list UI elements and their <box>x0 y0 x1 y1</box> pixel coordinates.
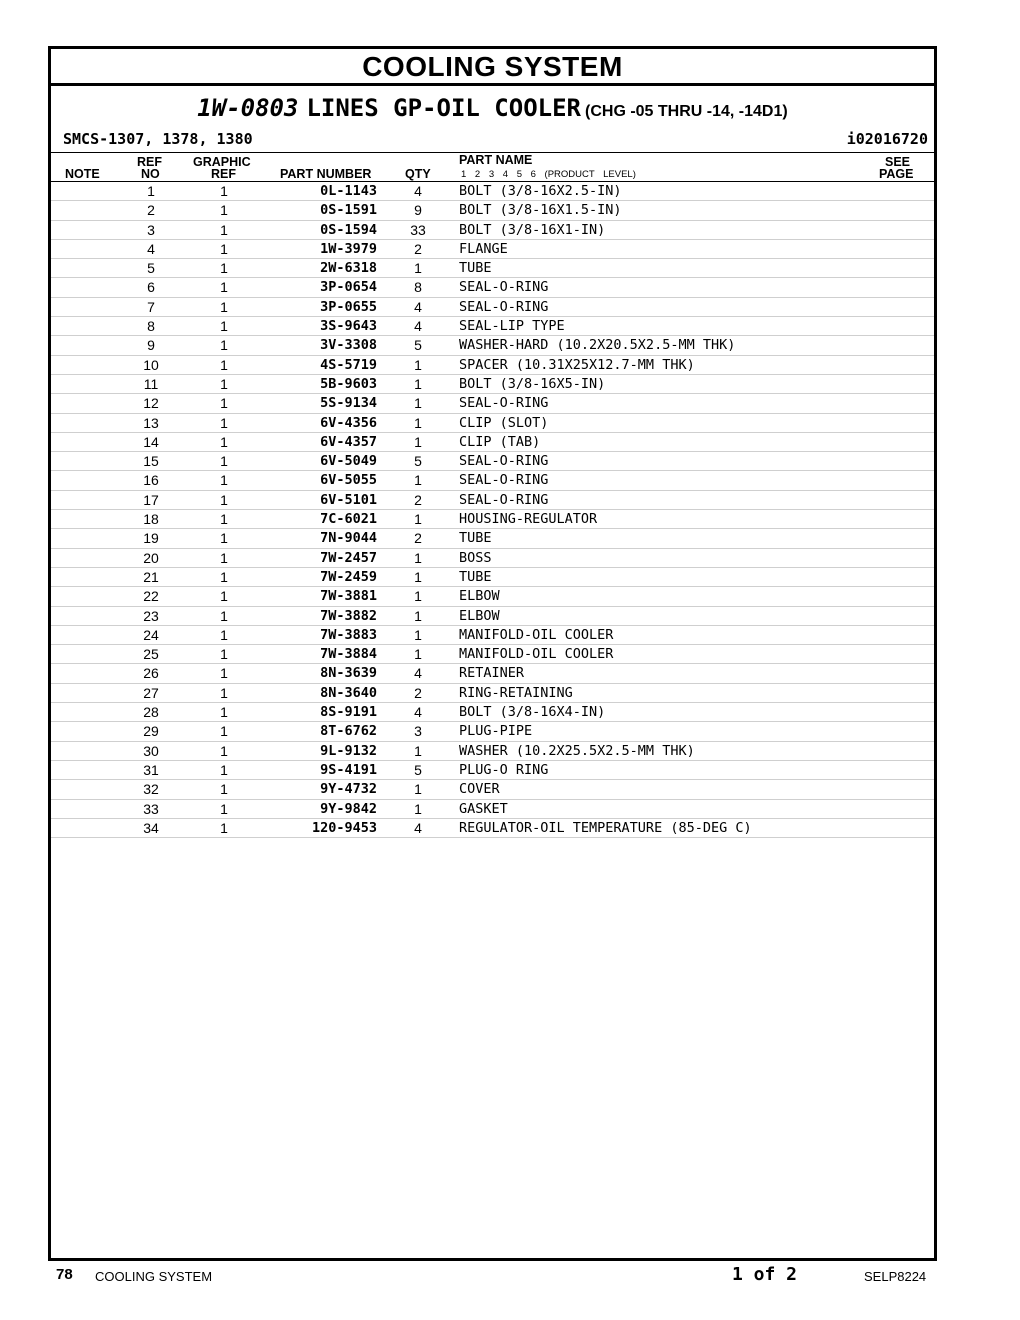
ref-no-cell: 1 <box>147 183 155 199</box>
qty-cell: 1 <box>414 260 422 277</box>
ref-no-cell: 29 <box>143 723 159 740</box>
graphic-ref-cell: 1 <box>220 665 228 682</box>
part-number-cell: 7N-9044 <box>320 530 377 547</box>
header-graphic-bottom: REF <box>211 167 236 181</box>
ref-no-cell: 8 <box>147 318 155 335</box>
graphic-ref-cell: 1 <box>220 337 228 354</box>
table-row <box>51 471 934 490</box>
qty-cell: 1 <box>414 800 422 817</box>
graphic-ref-cell: 1 <box>220 260 228 277</box>
ref-no-cell: 11 <box>143 375 159 392</box>
ref-no-cell: 17 <box>143 491 159 508</box>
qty-cell: 4 <box>414 665 422 682</box>
qty-cell: 5 <box>414 337 422 354</box>
qty-cell: 1 <box>414 395 422 412</box>
table-row <box>51 761 934 780</box>
part-number-cell: 5B-9603 <box>320 375 377 392</box>
table-row <box>51 780 934 799</box>
part-number-cell: 7W-3882 <box>320 607 377 624</box>
qty-cell: 33 <box>410 221 426 238</box>
graphic-ref-cell: 1 <box>220 530 228 547</box>
part-number-cell: 6V-5055 <box>320 472 377 489</box>
qty-cell: 1 <box>414 433 422 450</box>
table-row <box>51 375 934 394</box>
qty-cell: 1 <box>414 646 422 663</box>
qty-cell: 3 <box>414 723 422 740</box>
graphic-ref-cell: 1 <box>220 723 228 740</box>
header-ref-bottom: NO <box>141 167 160 181</box>
part-number-cell: 3V-3308 <box>320 337 377 354</box>
parts-table-body <box>51 182 934 838</box>
part-name-cell: BOSS <box>459 549 492 566</box>
header-see-bottom: PAGE <box>879 167 914 181</box>
part-number-cell: 7W-3881 <box>320 588 377 605</box>
footer-page-of: 1 of 2 <box>732 1264 798 1285</box>
header-part-number: PART NUMBER <box>280 167 372 181</box>
ref-no-cell: 21 <box>143 568 159 585</box>
group-number: 1W-0803 <box>197 94 299 122</box>
table-row <box>51 800 934 819</box>
part-number-cell: 6V-4357 <box>320 433 377 450</box>
qty-cell: 9 <box>414 202 422 219</box>
graphic-ref-cell: 1 <box>220 511 228 528</box>
graphic-ref-cell: 1 <box>220 221 228 238</box>
ref-no-cell: 27 <box>143 684 159 701</box>
group-title <box>51 86 934 126</box>
part-number-cell: 8T-6762 <box>320 723 377 740</box>
section-title: COOLING SYSTEM <box>51 49 934 86</box>
graphic-ref-cell: 1 <box>220 202 228 219</box>
qty-cell: 1 <box>414 568 422 585</box>
table-row <box>51 607 934 626</box>
part-name-cell: BOLT (3/8-16X4-IN) <box>459 704 606 721</box>
graphic-ref-cell: 1 <box>220 414 228 431</box>
meta-row <box>51 126 934 153</box>
graphic-ref-cell: 1 <box>220 453 228 470</box>
part-name-cell: HOUSING-REGULATOR <box>459 511 598 528</box>
qty-cell: 4 <box>414 318 422 335</box>
part-name-cell: SEAL-O-RING <box>459 453 549 470</box>
graphic-ref-cell: 1 <box>220 761 228 778</box>
group-name: LINES GP-OIL COOLER <box>306 94 581 122</box>
table-row <box>51 298 934 317</box>
part-number-cell: 7W-2459 <box>320 568 377 585</box>
qty-cell: 5 <box>414 453 422 470</box>
table-row <box>51 568 934 587</box>
table-header <box>51 153 934 182</box>
part-name-cell: PLUG-O RING <box>459 761 549 778</box>
table-row <box>51 664 934 683</box>
table-row <box>51 182 934 201</box>
qty-cell: 1 <box>414 375 422 392</box>
table-row <box>51 703 934 722</box>
ref-no-cell: 7 <box>147 298 155 315</box>
table-row <box>51 278 934 297</box>
qty-cell: 1 <box>414 742 422 759</box>
part-number-cell: 0L-1143 <box>320 183 377 199</box>
part-name-cell: PLUG-PIPE <box>459 723 533 740</box>
table-row <box>51 452 934 471</box>
footer-section: COOLING SYSTEM <box>95 1269 213 1284</box>
ref-no-cell: 15 <box>143 453 159 470</box>
qty-cell: 5 <box>414 761 422 778</box>
ref-no-cell: 3 <box>147 221 155 238</box>
table-row <box>51 240 934 259</box>
part-number-cell: 6V-5049 <box>320 453 377 470</box>
graphic-ref-cell: 1 <box>220 742 228 759</box>
ref-no-cell: 16 <box>143 472 159 489</box>
ref-no-cell: 13 <box>143 414 159 431</box>
part-number-cell: 8N-3639 <box>320 665 377 682</box>
part-name-cell: BOLT (3/8-16X1.5-IN) <box>459 202 622 219</box>
graphic-ref-cell: 1 <box>220 800 228 817</box>
graphic-ref-cell: 1 <box>220 588 228 605</box>
qty-cell: 8 <box>414 279 422 296</box>
part-name-cell: MANIFOLD-OIL COOLER <box>459 626 614 643</box>
ref-no-cell: 31 <box>143 761 159 778</box>
part-number-cell: 5S-9134 <box>320 395 377 412</box>
table-row <box>51 549 934 568</box>
part-name-cell: ELBOW <box>459 588 500 605</box>
ref-no-cell: 32 <box>143 781 159 798</box>
graphic-ref-cell: 1 <box>220 549 228 566</box>
part-number-cell: 7C-6021 <box>320 511 377 528</box>
part-number-cell: 9S-4191 <box>320 761 377 778</box>
graphic-ref-cell: 1 <box>220 568 228 585</box>
header-graphic-top: GRAPHIC <box>193 155 251 169</box>
ref-no-cell: 34 <box>143 819 159 836</box>
part-name-cell: BOLT (3/8-16X1-IN) <box>459 221 606 238</box>
group-range: (CHG -05 THRU -14, -14D1) <box>585 103 788 120</box>
ref-no-cell: 12 <box>143 395 159 412</box>
table-row <box>51 356 934 375</box>
part-name-cell: WASHER (10.2X25.5X2.5-MM THK) <box>459 742 695 759</box>
graphic-ref-cell: 1 <box>220 356 228 373</box>
part-number-cell: 0S-1591 <box>320 202 377 219</box>
header-product-level: 1 2 3 4 5 6 (PRODUCT LEVEL) <box>461 169 636 180</box>
table-row <box>51 684 934 703</box>
ref-no-cell: 6 <box>147 279 155 296</box>
part-name-cell: CLIP (SLOT) <box>459 414 549 431</box>
table-row <box>51 394 934 413</box>
part-number-cell: 7W-3883 <box>320 626 377 643</box>
graphic-ref-cell: 1 <box>220 183 228 199</box>
table-row <box>51 626 934 645</box>
graphic-ref-cell: 1 <box>220 684 228 701</box>
footer-doc-id: SELP8224 <box>864 1269 927 1284</box>
qty-cell: 1 <box>414 588 422 605</box>
part-number-cell: 6V-4356 <box>320 414 377 431</box>
qty-cell: 4 <box>414 819 422 836</box>
ref-no-cell: 20 <box>143 549 159 566</box>
part-name-cell: ELBOW <box>459 607 500 624</box>
part-name-cell: COVER <box>459 781 500 798</box>
part-number-cell: 1W-3979 <box>320 240 377 257</box>
qty-cell: 4 <box>414 704 422 721</box>
table-row <box>51 722 934 741</box>
qty-cell: 4 <box>414 183 422 199</box>
table-row <box>51 433 934 452</box>
part-number-cell: 6V-5101 <box>320 491 377 508</box>
footer-page-number: 78 <box>56 1266 73 1283</box>
part-name-cell: RING-RETAINING <box>459 684 573 701</box>
part-number-cell: 9L-9132 <box>320 742 377 759</box>
part-number-cell: 2W-6318 <box>320 260 377 277</box>
table-row <box>51 317 934 336</box>
header-part-name: PART NAME <box>459 153 533 167</box>
qty-cell: 4 <box>414 298 422 315</box>
qty-cell: 1 <box>414 607 422 624</box>
part-name-cell: SEAL-O-RING <box>459 395 549 412</box>
graphic-ref-cell: 1 <box>220 318 228 335</box>
parts-page-frame <box>48 46 937 1261</box>
part-name-cell: FLANGE <box>459 240 508 257</box>
part-number-cell: 3P-0655 <box>320 298 377 315</box>
qty-cell: 1 <box>414 511 422 528</box>
part-number-cell: 9Y-4732 <box>320 781 377 798</box>
graphic-ref-cell: 1 <box>220 395 228 412</box>
graphic-ref-cell: 1 <box>220 819 228 836</box>
part-number-cell: 7W-3884 <box>320 646 377 663</box>
ref-no-cell: 18 <box>143 511 159 528</box>
header-qty: QTY <box>405 167 431 181</box>
graphic-ref-cell: 1 <box>220 607 228 624</box>
ref-no-cell: 33 <box>143 800 159 817</box>
smcs-codes: SMCS-1307, 1378, 1380 <box>63 130 253 148</box>
table-row <box>51 742 934 761</box>
ref-no-cell: 28 <box>143 704 159 721</box>
ref-no-cell: 23 <box>143 607 159 624</box>
info-id: i02016720 <box>846 130 928 148</box>
ref-no-cell: 5 <box>147 260 155 277</box>
qty-cell: 1 <box>414 472 422 489</box>
part-number-cell: 3S-9643 <box>320 318 377 335</box>
ref-no-cell: 4 <box>147 240 155 257</box>
graphic-ref-cell: 1 <box>220 298 228 315</box>
graphic-ref-cell: 1 <box>220 491 228 508</box>
page-footer <box>56 1264 926 1286</box>
ref-no-cell: 22 <box>143 588 159 605</box>
part-name-cell: SPACER (10.31X25X12.7-MM THK) <box>459 356 695 373</box>
ref-no-cell: 30 <box>143 742 159 759</box>
qty-cell: 1 <box>414 414 422 431</box>
part-name-cell: REGULATOR-OIL TEMPERATURE (85-DEG C) <box>459 819 752 836</box>
part-number-cell: 120-9453 <box>311 819 377 836</box>
header-ref-top: REF <box>137 155 162 169</box>
qty-cell: 1 <box>414 356 422 373</box>
table-row <box>51 221 934 240</box>
part-name-cell: SEAL-O-RING <box>459 298 549 315</box>
ref-no-cell: 24 <box>143 626 159 643</box>
graphic-ref-cell: 1 <box>220 375 228 392</box>
ref-no-cell: 26 <box>143 665 159 682</box>
qty-cell: 2 <box>414 491 422 508</box>
qty-cell: 2 <box>414 684 422 701</box>
qty-cell: 2 <box>414 240 422 257</box>
graphic-ref-cell: 1 <box>220 433 228 450</box>
graphic-ref-cell: 1 <box>220 781 228 798</box>
graphic-ref-cell: 1 <box>220 472 228 489</box>
part-name-cell: GASKET <box>459 800 508 817</box>
ref-no-cell: 2 <box>147 202 155 219</box>
graphic-ref-cell: 1 <box>220 704 228 721</box>
part-name-cell: TUBE <box>459 260 492 277</box>
part-name-cell: TUBE <box>459 530 492 547</box>
graphic-ref-cell: 1 <box>220 646 228 663</box>
qty-cell: 1 <box>414 626 422 643</box>
part-name-cell: SEAL-O-RING <box>459 491 549 508</box>
graphic-ref-cell: 1 <box>220 279 228 296</box>
table-row <box>51 819 934 838</box>
ref-no-cell: 19 <box>143 530 159 547</box>
header-see-top: SEE <box>885 155 911 169</box>
ref-no-cell: 14 <box>143 433 159 450</box>
table-row <box>51 510 934 529</box>
part-number-cell: 0S-1594 <box>320 221 377 238</box>
ref-no-cell: 10 <box>143 356 159 373</box>
part-name-cell: MANIFOLD-OIL COOLER <box>459 646 614 663</box>
table-row <box>51 414 934 433</box>
part-name-cell: SEAL-O-RING <box>459 279 549 296</box>
part-name-cell: RETAINER <box>459 665 525 682</box>
part-number-cell: 3P-0654 <box>320 279 377 296</box>
part-number-cell: 8N-3640 <box>320 684 377 701</box>
part-number-cell: 9Y-9842 <box>320 800 377 817</box>
qty-cell: 2 <box>414 530 422 547</box>
ref-no-cell: 25 <box>143 646 159 663</box>
part-name-cell: SEAL-O-RING <box>459 472 549 489</box>
graphic-ref-cell: 1 <box>220 626 228 643</box>
table-row <box>51 259 934 278</box>
part-name-cell: TUBE <box>459 568 492 585</box>
part-name-cell: WASHER-HARD (10.2X20.5X2.5-MM THK) <box>459 337 736 354</box>
table-row <box>51 645 934 664</box>
ref-no-cell: 9 <box>147 337 155 354</box>
part-number-cell: 7W-2457 <box>320 549 377 566</box>
table-row <box>51 491 934 510</box>
table-row <box>51 201 934 220</box>
part-name-cell: SEAL-LIP TYPE <box>459 318 565 335</box>
part-name-cell: CLIP (TAB) <box>459 433 541 450</box>
header-note: NOTE <box>65 167 100 181</box>
table-row <box>51 529 934 548</box>
table-row <box>51 587 934 606</box>
graphic-ref-cell: 1 <box>220 240 228 257</box>
qty-cell: 1 <box>414 549 422 566</box>
table-row <box>51 336 934 355</box>
part-name-cell: BOLT (3/8-16X2.5-IN) <box>459 183 622 199</box>
qty-cell: 1 <box>414 781 422 798</box>
part-name-cell: BOLT (3/8-16X5-IN) <box>459 375 606 392</box>
part-number-cell: 8S-9191 <box>320 704 377 721</box>
part-number-cell: 4S-5719 <box>320 356 377 373</box>
